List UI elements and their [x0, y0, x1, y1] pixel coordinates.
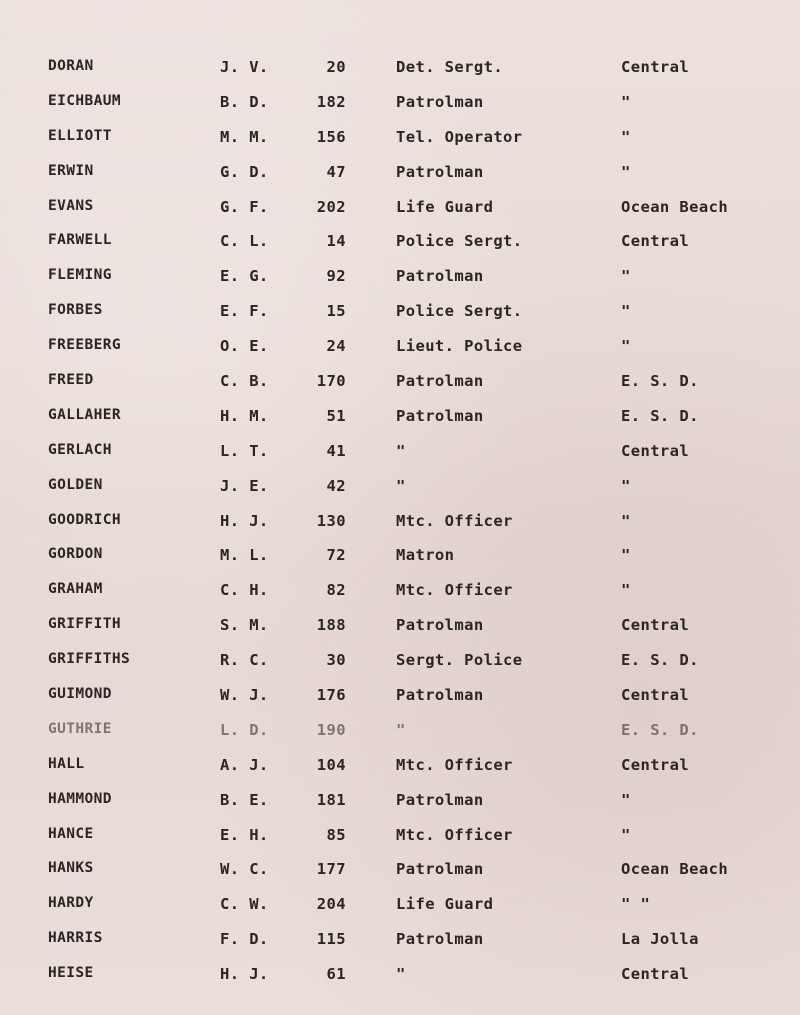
station: ": [621, 302, 631, 321]
badge-number: 24: [326, 337, 346, 356]
initials: B. D.: [220, 92, 269, 111]
roster-row: [0, 678, 800, 713]
surname: FARWELL: [48, 232, 112, 249]
surname: EICHBAUM: [48, 92, 122, 109]
surname: FLEMING: [48, 267, 112, 284]
roster-row: [0, 922, 800, 957]
station: ": [621, 476, 631, 495]
rank: Patrolman: [396, 790, 484, 809]
surname: HARDY: [48, 895, 94, 912]
rank: Mtc. Officer: [396, 825, 513, 844]
badge-number: 14: [326, 232, 346, 251]
rank: Life Guard: [396, 895, 494, 914]
station: Central: [621, 686, 690, 705]
rank: Patrolman: [396, 372, 484, 391]
initials: L. T.: [220, 441, 269, 460]
badge-number: 170: [316, 372, 346, 391]
initials: E. F.: [220, 302, 269, 321]
badge-number: 92: [326, 267, 346, 286]
surname: EVANS: [48, 197, 94, 214]
initials: W. J.: [220, 686, 269, 705]
badge-number: 72: [326, 546, 346, 565]
station: ": [621, 825, 631, 844]
surname: FORBES: [48, 302, 103, 319]
surname: HEISE: [48, 965, 94, 982]
initials: M. L.: [220, 546, 269, 565]
rank: Patrolman: [396, 686, 484, 705]
surname: HAMMOND: [48, 790, 112, 807]
badge-number: 47: [326, 162, 346, 181]
roster-row: [0, 259, 800, 294]
initials: O. E.: [220, 337, 269, 356]
roster-row: [0, 469, 800, 504]
roster-row: [0, 783, 800, 818]
surname: GOLDEN: [48, 476, 103, 493]
initials: L. D.: [220, 720, 269, 739]
initials: S. M.: [220, 616, 269, 635]
initials: J. V.: [220, 58, 269, 76]
surname: GALLAHER: [48, 406, 122, 423]
surname: HANKS: [48, 860, 94, 877]
station: ": [621, 92, 631, 111]
surname: GERLACH: [48, 441, 112, 458]
surname: GRIFFITHS: [48, 651, 131, 668]
station: ": [621, 337, 631, 356]
roster-row: [0, 504, 800, 539]
roster-row: [0, 748, 800, 783]
station: ": [621, 546, 631, 565]
station: ": [621, 267, 631, 286]
roster-row: [0, 887, 800, 922]
initials: M. M.: [220, 127, 269, 146]
rank: ": [396, 441, 406, 460]
station: La Jolla: [621, 930, 699, 949]
roster-row: [0, 434, 800, 469]
initials: H. J.: [220, 511, 269, 530]
badge-number: 188: [316, 616, 346, 635]
rank: Lieut. Police: [396, 337, 523, 356]
rank: Patrolman: [396, 860, 484, 879]
station: " ": [621, 895, 651, 914]
rank: Life Guard: [396, 197, 494, 216]
roster-row: [0, 329, 800, 364]
surname: FREEBERG: [48, 337, 122, 354]
station: Central: [621, 755, 690, 774]
initials: E. H.: [220, 825, 269, 844]
roster-row: [0, 852, 800, 887]
badge-number: 30: [326, 651, 346, 670]
surname: GORDON: [48, 546, 103, 563]
badge-number: 51: [326, 406, 346, 425]
rank: ": [396, 476, 406, 495]
roster-row: [0, 818, 800, 853]
surname: ELLIOTT: [48, 127, 112, 144]
rank: Patrolman: [396, 162, 484, 181]
roster-row: [0, 399, 800, 434]
initials: C. L.: [220, 232, 269, 251]
badge-number: 104: [316, 755, 346, 774]
initials: H. M.: [220, 406, 269, 425]
rank: Police Sergt.: [396, 232, 523, 251]
roster-row: [0, 155, 800, 190]
roster-row: [0, 364, 800, 399]
badge-number: 115: [316, 930, 346, 949]
initials: G. F.: [220, 197, 269, 216]
badge-number: 130: [316, 511, 346, 530]
surname: DORAN: [48, 58, 94, 74]
badge-number: 42: [326, 476, 346, 495]
roster-row: [0, 120, 800, 155]
station: E. S. D.: [621, 720, 699, 739]
surname: ERWIN: [48, 162, 94, 179]
rank: Patrolman: [396, 92, 484, 111]
badge-number: 202: [316, 197, 346, 216]
station: E. S. D.: [621, 651, 699, 670]
roster-row: [0, 608, 800, 643]
badge-number: 82: [326, 581, 346, 600]
badge-number: 61: [326, 965, 346, 984]
station: Central: [621, 232, 690, 251]
badge-number: 190: [316, 720, 346, 739]
roster-row: [0, 538, 800, 573]
station: Central: [621, 965, 690, 984]
initials: R. C.: [220, 651, 269, 670]
initials: J. E.: [220, 476, 269, 495]
station: ": [621, 127, 631, 146]
station: Ocean Beach: [621, 860, 729, 879]
roster-row: [0, 643, 800, 678]
rank: Matron: [396, 546, 455, 565]
badge-number: 176: [316, 686, 346, 705]
roster-row: [0, 224, 800, 259]
initials: E. G.: [220, 267, 269, 286]
roster-row: [0, 85, 800, 120]
surname: GOODRICH: [48, 511, 122, 528]
surname: HALL: [48, 755, 85, 772]
station: Central: [621, 441, 690, 460]
surname: HANCE: [48, 825, 94, 842]
station: ": [621, 162, 631, 181]
rank: Mtc. Officer: [396, 511, 513, 530]
station: Central: [621, 616, 690, 635]
initials: C. W.: [220, 895, 269, 914]
rank: ": [396, 965, 406, 984]
rank: Det. Sergt.: [396, 58, 504, 76]
badge-number: 15: [326, 302, 346, 321]
rank: ": [396, 720, 406, 739]
initials: G. D.: [220, 162, 269, 181]
surname: GRAHAM: [48, 581, 103, 598]
rank: Sergt. Police: [396, 651, 523, 670]
surname: GUTHRIE: [48, 720, 112, 737]
roster-row: [0, 294, 800, 329]
station: Ocean Beach: [621, 197, 729, 216]
rank: Patrolman: [396, 267, 484, 286]
station: Central: [621, 58, 690, 76]
rank: Tel. Operator: [396, 127, 523, 146]
station: ": [621, 511, 631, 530]
rank: Mtc. Officer: [396, 755, 513, 774]
initials: H. J.: [220, 965, 269, 984]
surname: GRIFFITH: [48, 616, 122, 633]
rank: Patrolman: [396, 930, 484, 949]
roster-row: [0, 50, 800, 85]
station: ": [621, 581, 631, 600]
initials: A. J.: [220, 755, 269, 774]
badge-number: 85: [326, 825, 346, 844]
roster-row: [0, 573, 800, 608]
initials: W. C.: [220, 860, 269, 879]
badge-number: 177: [316, 860, 346, 879]
badge-number: 181: [316, 790, 346, 809]
rank: Police Sergt.: [396, 302, 523, 321]
initials: F. D.: [220, 930, 269, 949]
station: E. S. D.: [621, 406, 699, 425]
badge-number: 182: [316, 92, 346, 111]
initials: C. H.: [220, 581, 269, 600]
surname: GUIMOND: [48, 686, 112, 703]
badge-number: 156: [316, 127, 346, 146]
badge-number: 20: [326, 58, 346, 76]
surname: FREED: [48, 372, 94, 389]
roster-row: [0, 190, 800, 225]
initials: B. E.: [220, 790, 269, 809]
roster-list: [0, 50, 800, 992]
roster-row: [0, 713, 800, 748]
station: ": [621, 790, 631, 809]
badge-number: 204: [316, 895, 346, 914]
rank: Mtc. Officer: [396, 581, 513, 600]
roster-row: [0, 957, 800, 992]
station: E. S. D.: [621, 372, 699, 391]
rank: Patrolman: [396, 406, 484, 425]
badge-number: 41: [326, 441, 346, 460]
rank: Patrolman: [396, 616, 484, 635]
initials: C. B.: [220, 372, 269, 391]
surname: HARRIS: [48, 930, 103, 947]
